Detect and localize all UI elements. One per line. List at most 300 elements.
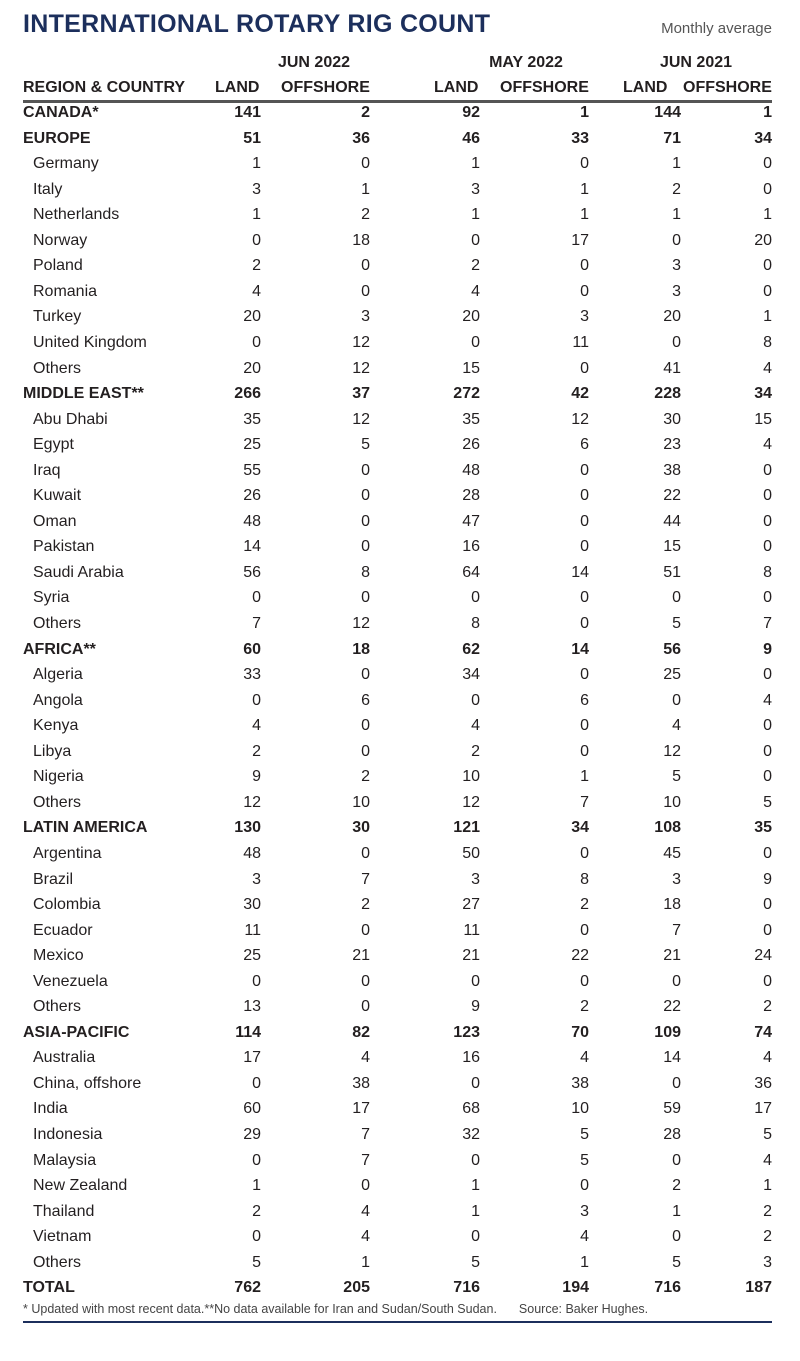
country-row [0,896,800,921]
period-header-jun-2021: JUN 2021 [659,54,733,71]
cell-may-2022-land: 15 [462,359,480,377]
cell-jun-2022-offshore: 6 [361,691,370,709]
header-divider [23,100,772,103]
cell-may-2022-offshore: 3 [580,308,589,326]
cell-jun-2022-land: 130 [234,819,261,837]
column-header-offshore: OFFSHORE [281,79,370,96]
cell-jun-2021-offshore: 1 [763,104,772,121]
cell-jun-2021-offshore: 74 [754,1023,772,1041]
column-header-offshore: OFFSHORE [683,79,772,96]
country-row [0,922,800,947]
cell-may-2022-offshore: 0 [580,1177,589,1195]
cell-jun-2022-offshore: 82 [352,1023,370,1041]
row-label: Netherlands [33,206,120,224]
cell-may-2022-land: 3 [471,180,480,198]
cell-jun-2022-land: 35 [243,410,261,428]
cell-jun-2021-offshore: 4 [763,359,772,377]
cell-may-2022-offshore: 38 [571,1074,589,1092]
cell-may-2022-offshore: 1 [580,768,589,786]
cell-jun-2021-land: 1 [672,206,681,224]
country-row [0,257,800,282]
cell-jun-2022-offshore: 0 [361,844,370,862]
cell-may-2022-land: 1 [471,1177,480,1195]
region-row [0,130,800,155]
row-label: Others [33,1253,82,1271]
total-row [0,1279,800,1304]
cell-jun-2022-offshore: 0 [361,742,370,760]
cell-jun-2021-land: 23 [663,436,681,454]
cell-may-2022-offshore: 33 [571,129,589,147]
cell-may-2022-offshore: 0 [580,742,589,760]
cell-may-2022-offshore: 1 [580,180,589,198]
cell-jun-2021-land: 56 [663,640,681,658]
cell-jun-2021-offshore: 35 [754,819,772,837]
region-row [0,641,800,666]
cell-jun-2021-offshore: 4 [763,1049,772,1067]
cell-jun-2022-land: 0 [252,1151,261,1169]
cell-jun-2022-offshore: 3 [361,308,370,326]
row-label: Poland [33,257,83,275]
cell-jun-2022-land: 14 [243,538,261,556]
cell-jun-2021-land: 0 [672,1228,681,1246]
country-row [0,283,800,308]
cell-jun-2022-offshore: 17 [352,1100,370,1118]
cell-may-2022-offshore: 0 [580,666,589,684]
cell-jun-2021-offshore: 2 [763,998,772,1016]
cell-may-2022-offshore: 6 [580,691,589,709]
country-row [0,564,800,589]
cell-may-2022-land: 2 [471,742,480,760]
cell-jun-2021-offshore: 24 [754,947,772,965]
cell-jun-2021-land: 0 [672,691,681,709]
cell-may-2022-land: 26 [462,436,480,454]
cell-jun-2021-offshore: 9 [763,640,772,658]
cell-jun-2021-offshore: 0 [763,768,772,786]
country-row [0,334,800,359]
cell-may-2022-land: 48 [462,461,480,479]
cell-jun-2022-land: 4 [252,717,261,735]
country-row [0,513,800,538]
country-row [0,1152,800,1177]
cell-jun-2021-offshore: 0 [763,512,772,530]
cell-jun-2021-offshore: 1 [763,308,772,326]
cell-jun-2022-offshore: 4 [361,1228,370,1246]
cell-jun-2022-land: 7 [252,615,261,632]
cell-may-2022-offshore: 14 [571,563,589,581]
cell-jun-2022-offshore: 18 [352,640,370,658]
cell-jun-2022-land: 114 [235,1023,261,1041]
cell-may-2022-offshore: 0 [580,282,589,300]
row-label: Others [33,615,82,632]
cell-jun-2021-offshore: 0 [763,155,772,173]
cell-may-2022-offshore: 34 [571,819,589,837]
cell-jun-2021-land: 716 [654,1279,681,1297]
row-label: Egypt [33,436,74,454]
row-label: Nigeria [33,768,84,786]
cell-jun-2022-land: 33 [243,666,261,684]
cell-jun-2022-land: 12 [243,793,261,811]
cell-jun-2022-offshore: 0 [361,666,370,684]
cell-jun-2022-land: 48 [243,844,261,862]
country-row [0,743,800,768]
cell-jun-2022-offshore: 0 [361,921,370,939]
cell-jun-2022-land: 2 [252,257,261,275]
row-label: ASIA-PACIFIC [23,1023,130,1041]
cell-jun-2021-offshore: 187 [745,1279,772,1297]
cell-jun-2022-offshore: 30 [352,819,370,837]
cell-jun-2022-land: 3 [252,870,261,888]
cell-jun-2021-offshore: 0 [763,972,772,990]
country-row [0,589,800,614]
cell-may-2022-land: 0 [471,1074,480,1092]
country-row [0,1126,800,1151]
cell-jun-2022-land: 17 [243,1049,261,1067]
cell-may-2022-land: 68 [462,1100,480,1118]
cell-jun-2021-land: 1 [672,1202,681,1220]
cell-may-2022-offshore: 2 [580,998,589,1016]
cell-jun-2021-land: 4 [672,717,681,735]
country-row [0,845,800,870]
cell-jun-2022-land: 51 [243,129,261,147]
cell-jun-2021-land: 3 [672,282,681,300]
cell-may-2022-offshore: 42 [571,385,589,403]
cell-jun-2021-offshore: 1 [763,206,772,224]
row-label: Angola [33,691,83,709]
cell-jun-2022-offshore: 4 [361,1202,370,1220]
cell-jun-2021-offshore: 8 [763,563,772,581]
cell-jun-2022-land: 762 [234,1279,261,1297]
cell-jun-2022-offshore: 0 [361,512,370,530]
cell-jun-2022-offshore: 2 [361,104,370,121]
cell-may-2022-offshore: 4 [580,1049,589,1067]
row-label: Algeria [33,666,83,684]
cell-jun-2022-land: 0 [252,972,261,990]
cell-jun-2021-offshore: 8 [763,333,772,351]
region-row [0,819,800,844]
row-label: Australia [33,1049,96,1067]
cell-may-2022-offshore: 12 [571,410,589,428]
country-row [0,998,800,1023]
cell-jun-2022-land: 4 [252,282,261,300]
cell-may-2022-land: 8 [471,615,480,632]
country-row [0,794,800,819]
cell-jun-2021-land: 1 [672,155,681,173]
cell-may-2022-land: 4 [471,282,480,300]
cell-jun-2021-land: 28 [663,1126,681,1143]
cell-jun-2021-land: 21 [663,947,681,965]
cell-jun-2022-offshore: 12 [352,615,370,632]
column-header-offshore: OFFSHORE [500,79,589,96]
country-row [0,487,800,512]
cell-jun-2021-land: 22 [663,487,681,505]
cell-jun-2021-offshore: 0 [763,282,772,300]
cell-jun-2021-offshore: 0 [763,844,772,862]
cell-may-2022-offshore: 5 [580,1151,589,1169]
cell-jun-2021-offshore: 0 [763,538,772,556]
country-row [0,462,800,487]
cell-may-2022-land: 16 [462,538,480,556]
cell-jun-2021-land: 109 [654,1023,681,1041]
cell-jun-2021-offshore: 7 [763,615,772,632]
cell-jun-2022-offshore: 21 [352,947,370,965]
cell-jun-2021-land: 0 [672,589,681,607]
cell-jun-2021-offshore: 17 [754,1100,772,1118]
cell-may-2022-offshore: 0 [580,359,589,377]
cell-jun-2022-land: 1 [252,206,261,224]
cell-jun-2022-land: 55 [243,461,261,479]
column-header-region: REGION & COUNTRY [23,79,186,96]
cell-jun-2021-offshore: 20 [754,231,772,249]
cell-may-2022-offshore: 2 [580,896,589,914]
cell-jun-2021-land: 0 [672,333,681,351]
cell-may-2022-land: 5 [471,1253,480,1271]
row-label: Norway [33,231,88,249]
cell-may-2022-offshore: 70 [571,1023,589,1041]
country-row [0,308,800,333]
cell-jun-2021-land: 59 [663,1100,681,1118]
cell-jun-2022-land: 141 [234,104,261,121]
cell-may-2022-offshore: 0 [580,844,589,862]
cell-jun-2022-land: 2 [252,742,261,760]
row-label: MIDDLE EAST** [23,385,144,403]
row-label: Venezuela [33,972,108,990]
cell-jun-2021-land: 3 [672,257,681,275]
cell-jun-2021-land: 12 [663,742,681,760]
column-header-land: LAND [434,79,479,96]
cell-jun-2022-land: 1 [252,155,261,173]
cell-may-2022-land: 1 [471,1202,480,1220]
cell-jun-2022-land: 13 [243,998,261,1016]
cell-may-2022-land: 1 [471,206,480,224]
cell-may-2022-land: 50 [462,844,480,862]
row-label: Abu Dhabi [33,410,108,428]
row-label: Oman [33,512,77,530]
cell-may-2022-offshore: 0 [580,717,589,735]
cell-may-2022-land: 27 [462,896,480,914]
country-row [0,973,800,998]
cell-may-2022-offshore: 7 [580,793,589,811]
cell-jun-2021-offshore: 0 [763,487,772,505]
cell-jun-2022-offshore: 8 [361,563,370,581]
country-row [0,155,800,180]
cell-may-2022-land: 272 [453,385,480,403]
country-row [0,538,800,563]
cell-may-2022-offshore: 5 [580,1126,589,1143]
cell-jun-2022-offshore: 18 [352,231,370,249]
row-label: Mexico [33,947,84,965]
cell-may-2022-land: 4 [471,717,480,735]
country-row [0,947,800,972]
cell-jun-2022-offshore: 0 [361,538,370,556]
column-header-land: LAND [623,79,668,96]
cell-jun-2022-land: 0 [252,1074,261,1092]
cell-jun-2021-offshore: 2 [763,1202,772,1220]
cell-may-2022-land: 9 [471,998,480,1016]
cell-jun-2022-land: 0 [252,589,261,607]
cell-may-2022-offshore: 0 [580,512,589,530]
country-row [0,615,800,640]
cell-may-2022-offshore: 4 [580,1228,589,1246]
row-label: Germany [33,155,99,173]
cell-may-2022-offshore: 0 [580,155,589,173]
cell-jun-2022-offshore: 2 [361,896,370,914]
cell-may-2022-land: 716 [453,1279,480,1297]
cell-jun-2021-land: 18 [663,896,681,914]
country-row [0,1177,800,1202]
cell-may-2022-offshore: 8 [580,870,589,888]
cell-jun-2021-land: 22 [663,998,681,1016]
cell-jun-2021-land: 38 [663,461,681,479]
cell-jun-2021-offshore: 0 [763,180,772,198]
row-label: TOTAL [23,1279,75,1297]
cell-may-2022-land: 3 [471,870,480,888]
cell-may-2022-offshore: 0 [580,487,589,505]
cell-may-2022-land: 47 [462,512,480,530]
row-label: Vietnam [33,1228,92,1246]
cell-may-2022-land: 11 [463,921,480,939]
cell-jun-2022-land: 29 [243,1126,261,1143]
cell-jun-2022-offshore: 10 [352,793,370,811]
cell-jun-2021-land: 2 [672,180,681,198]
cell-jun-2021-land: 2 [672,1177,681,1195]
row-label: Others [33,998,82,1016]
cell-may-2022-land: 0 [471,589,480,607]
cell-jun-2021-land: 10 [663,793,681,811]
cell-jun-2022-offshore: 1 [361,180,370,198]
cell-may-2022-offshore: 11 [572,333,589,351]
row-label: Libya [33,742,72,760]
cell-may-2022-land: 0 [471,333,480,351]
row-label: Ecuador [33,921,93,939]
period-header-may-2022: MAY 2022 [489,54,563,71]
cell-may-2022-offshore: 0 [580,972,589,990]
cell-jun-2021-offshore: 3 [763,1253,772,1271]
row-label: Turkey [33,308,82,326]
cell-jun-2021-offshore: 0 [763,589,772,607]
cell-jun-2022-offshore: 36 [352,129,370,147]
cell-jun-2021-offshore: 0 [763,742,772,760]
cell-jun-2022-offshore: 0 [361,998,370,1016]
cell-jun-2022-land: 0 [252,333,261,351]
country-row [0,1075,800,1100]
cell-jun-2021-land: 0 [672,1151,681,1169]
cell-jun-2022-offshore: 0 [361,589,370,607]
cell-may-2022-offshore: 14 [571,640,589,658]
cell-may-2022-land: 46 [462,129,480,147]
cell-jun-2022-land: 48 [243,512,261,530]
cell-jun-2022-offshore: 7 [361,1126,370,1143]
cell-jun-2022-offshore: 12 [352,333,370,351]
cell-may-2022-offshore: 1 [580,206,589,224]
cell-jun-2021-land: 41 [663,359,681,377]
cell-jun-2021-land: 71 [663,129,681,147]
row-label: Brazil [33,870,74,888]
row-label: Italy [33,180,63,198]
row-label: Argentina [33,844,102,862]
cell-jun-2022-land: 11 [244,921,261,939]
cell-jun-2021-land: 30 [663,410,681,428]
cell-may-2022-land: 16 [462,1049,480,1067]
cell-jun-2022-offshore: 38 [352,1074,370,1092]
row-label: New Zealand [33,1177,128,1195]
cell-jun-2022-land: 2 [252,1202,261,1220]
row-label: Colombia [33,896,101,914]
cell-jun-2021-offshore: 9 [763,870,772,888]
cell-may-2022-land: 0 [471,1151,480,1169]
country-row [0,666,800,691]
cell-jun-2022-offshore: 12 [352,410,370,428]
cell-jun-2022-offshore: 2 [361,768,370,786]
cell-jun-2021-offshore: 4 [763,436,772,454]
row-label: EUROPE [23,129,91,147]
cell-jun-2021-land: 144 [654,104,681,121]
country-row [0,692,800,717]
cell-may-2022-offshore: 0 [580,461,589,479]
cell-may-2022-offshore: 10 [571,1100,589,1118]
cell-jun-2022-offshore: 0 [361,282,370,300]
country-row [0,181,800,206]
country-row [0,717,800,742]
cell-jun-2021-offshore: 2 [763,1228,772,1246]
cell-jun-2021-land: 0 [672,231,681,249]
row-label: Syria [33,589,70,607]
cell-may-2022-land: 0 [471,972,480,990]
cell-jun-2022-offshore: 0 [361,257,370,275]
row-label: Others [33,793,82,811]
cell-jun-2022-land: 26 [243,487,261,505]
cell-jun-2021-offshore: 0 [763,896,772,914]
cell-may-2022-land: 1 [471,155,480,173]
cell-jun-2022-land: 60 [243,1100,261,1118]
cell-jun-2022-land: 0 [252,691,261,709]
cell-jun-2021-offshore: 4 [763,691,772,709]
cell-jun-2021-land: 7 [672,921,681,939]
cell-jun-2021-land: 0 [672,1074,681,1092]
row-label: Iraq [33,461,61,479]
cell-jun-2021-offshore: 1 [763,1177,772,1195]
cell-may-2022-land: 121 [453,819,480,837]
cell-jun-2021-land: 45 [663,844,681,862]
row-label: United Kingdom [33,333,147,351]
cell-jun-2022-land: 5 [252,1253,261,1271]
country-row [0,206,800,231]
country-row [0,232,800,257]
cell-may-2022-offshore: 0 [580,615,589,632]
cell-may-2022-offshore: 3 [580,1202,589,1220]
cell-may-2022-offshore: 1 [580,1253,589,1271]
country-row [0,1049,800,1074]
cell-jun-2022-land: 25 [243,947,261,965]
cell-jun-2021-land: 5 [672,768,681,786]
cell-may-2022-land: 62 [462,640,480,658]
row-label: LATIN AMERICA [23,819,148,837]
cell-may-2022-offshore: 1 [580,104,589,121]
cell-jun-2022-offshore: 0 [361,487,370,505]
row-label: Kenya [33,717,79,735]
cell-jun-2022-offshore: 0 [361,972,370,990]
cell-jun-2021-land: 228 [654,385,681,403]
cell-jun-2022-land: 0 [252,1228,261,1246]
cell-jun-2022-land: 1 [252,1177,261,1195]
cell-may-2022-land: 12 [462,793,480,811]
cell-jun-2022-land: 56 [243,563,261,581]
row-label: Thailand [33,1202,95,1220]
cell-jun-2021-offshore: 0 [763,461,772,479]
cell-may-2022-land: 10 [462,768,480,786]
cell-may-2022-land: 0 [471,1228,480,1246]
country-row [0,768,800,793]
country-row [0,1228,800,1253]
